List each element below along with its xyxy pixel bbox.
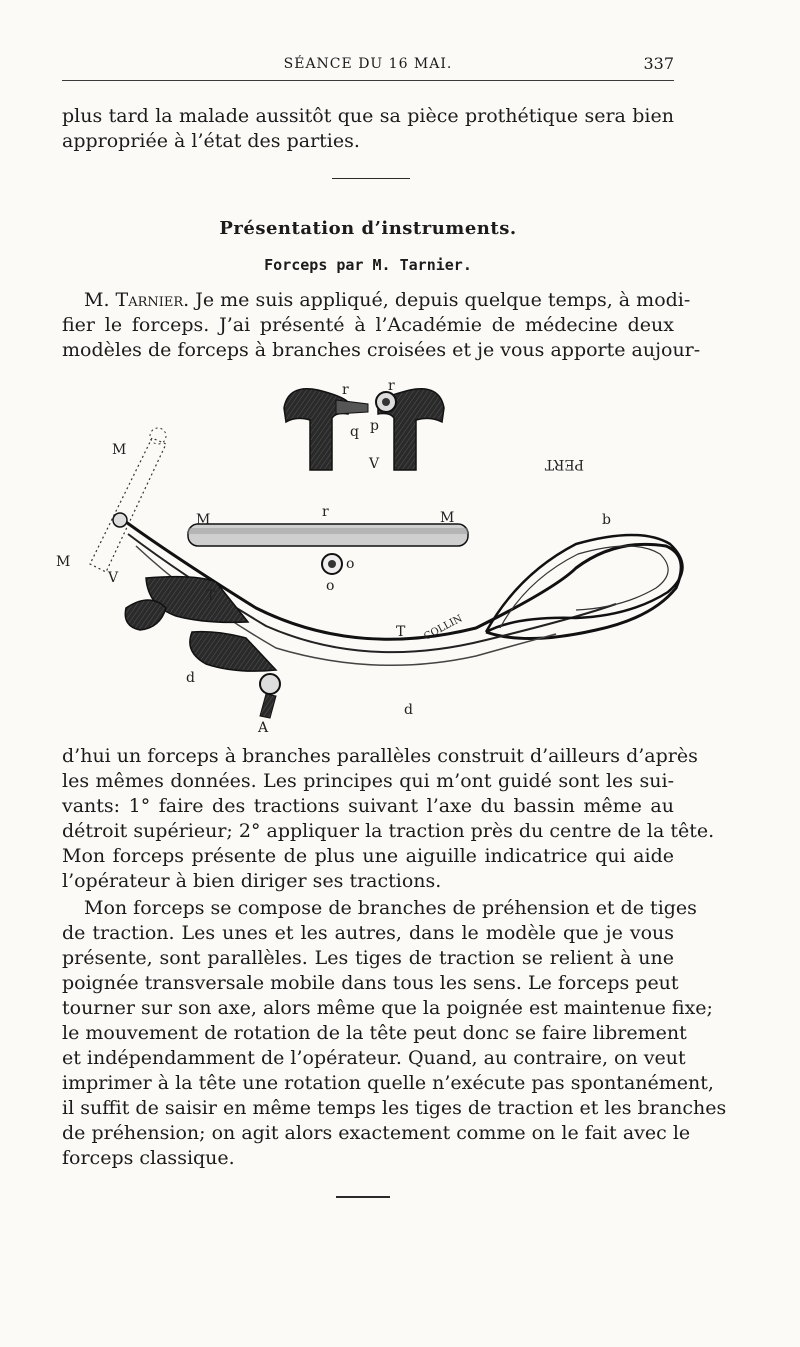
label-b1: b xyxy=(602,512,611,528)
label-d2: d xyxy=(404,702,413,718)
label-o1: o xyxy=(346,556,355,572)
running-head xyxy=(62,52,674,81)
engraved-maker-name: COLLIN xyxy=(422,613,465,643)
label-t2: T xyxy=(396,624,406,640)
text-line: modèles de forceps à branches croisées et je vous apporte aujour- xyxy=(62,339,701,361)
text-line: le mouvement de rotation de la tête peut donc se faire librement xyxy=(62,1022,687,1044)
running-head-title: SÉANCE DU 16 MAI. xyxy=(283,56,453,72)
transverse-handle xyxy=(188,504,468,594)
label-r2: r xyxy=(388,378,395,394)
text-line: Mon forceps se compose de branches de préhension et de tiges xyxy=(84,897,697,919)
section-divider xyxy=(332,178,410,179)
intro-paragraph xyxy=(62,104,674,154)
paragraph-2 xyxy=(62,744,715,894)
label-t1: T xyxy=(206,588,216,604)
text-line: les mêmes données. Les principes qui m’ont guidé sont les sui- xyxy=(62,770,674,792)
text-line: fier le forceps. J’ai présenté à l’Académie de médecine deux xyxy=(62,314,674,336)
end-divider xyxy=(336,1196,390,1198)
section-title: Présentation d’instruments. xyxy=(219,218,517,239)
label-d1: d xyxy=(186,670,195,686)
author-name: M. Tarnier. xyxy=(84,289,190,311)
text-line: et indépendamment de l’opérateur. Quand, au contraire, on veut xyxy=(62,1047,686,1069)
subsection-title: Forceps par M. Tarnier. xyxy=(264,256,472,274)
text-line: appropriée à l’état des parties. xyxy=(62,130,360,152)
text-line: tourner sur son axe, alors même que la poignée est maintenue fixe; xyxy=(62,997,713,1019)
paragraph-1 xyxy=(62,288,701,363)
label-r1: r xyxy=(342,382,349,398)
label-m2: M xyxy=(196,512,211,528)
text-line: de préhension; on agit alors exactement comme on le fait avec le xyxy=(62,1122,691,1144)
text-line: poignée transversale mobile dans tous les sens. Le forceps peut xyxy=(62,972,679,994)
text-line: imprimer à la tête une rotation quelle n’exécute pas spontanément, xyxy=(62,1072,714,1094)
label-m4: M xyxy=(56,554,71,570)
text-line: forceps classique. xyxy=(62,1147,235,1169)
text-line: d’hui un forceps à branches parallèles construit d’ailleurs d’après xyxy=(62,745,698,767)
text-line: l’opérateur à bien diriger ses tractions. xyxy=(62,870,442,892)
paragraph-3 xyxy=(62,896,727,1171)
label-m1: M xyxy=(112,442,127,458)
text-line xyxy=(62,288,691,313)
label-m3: M xyxy=(440,510,455,526)
forceps-engraving xyxy=(56,378,696,738)
label-v1: V xyxy=(369,456,380,472)
text-line: présente, sont parallèles. Les tiges de traction se relient à une xyxy=(62,947,674,969)
maker-mark: PERT xyxy=(544,456,584,472)
label-v2: V xyxy=(108,570,119,586)
forceps-figure xyxy=(56,378,696,738)
label-q: q xyxy=(350,424,359,440)
handle-detail xyxy=(284,378,444,472)
text-line: plus tard la malade aussitôt que sa pièce prothétique sera bien xyxy=(62,105,674,127)
text-line: détroit supérieur; 2° appliquer la traction près du centre de la tête. xyxy=(62,820,715,842)
text-line-rest: Je me suis appliqué, depuis quelque temps, à modi- xyxy=(189,289,691,311)
text-line: Mon forceps présente de plus une aiguille indicatrice qui aide xyxy=(62,845,674,867)
label-a: A xyxy=(258,720,269,736)
text-line: vants: 1° faire des tractions suivant l’axe du bassin même au xyxy=(62,795,674,817)
text-line: il suffit de saisir en même temps les tiges de traction et les branches xyxy=(62,1097,727,1119)
label-p1: p xyxy=(370,418,379,434)
label-o2: o xyxy=(326,578,335,594)
label-p2: r xyxy=(322,504,329,520)
page-number: 337 xyxy=(643,54,674,73)
text-line: de traction. Les unes et les autres, dans le modèle que je vous xyxy=(62,922,674,944)
